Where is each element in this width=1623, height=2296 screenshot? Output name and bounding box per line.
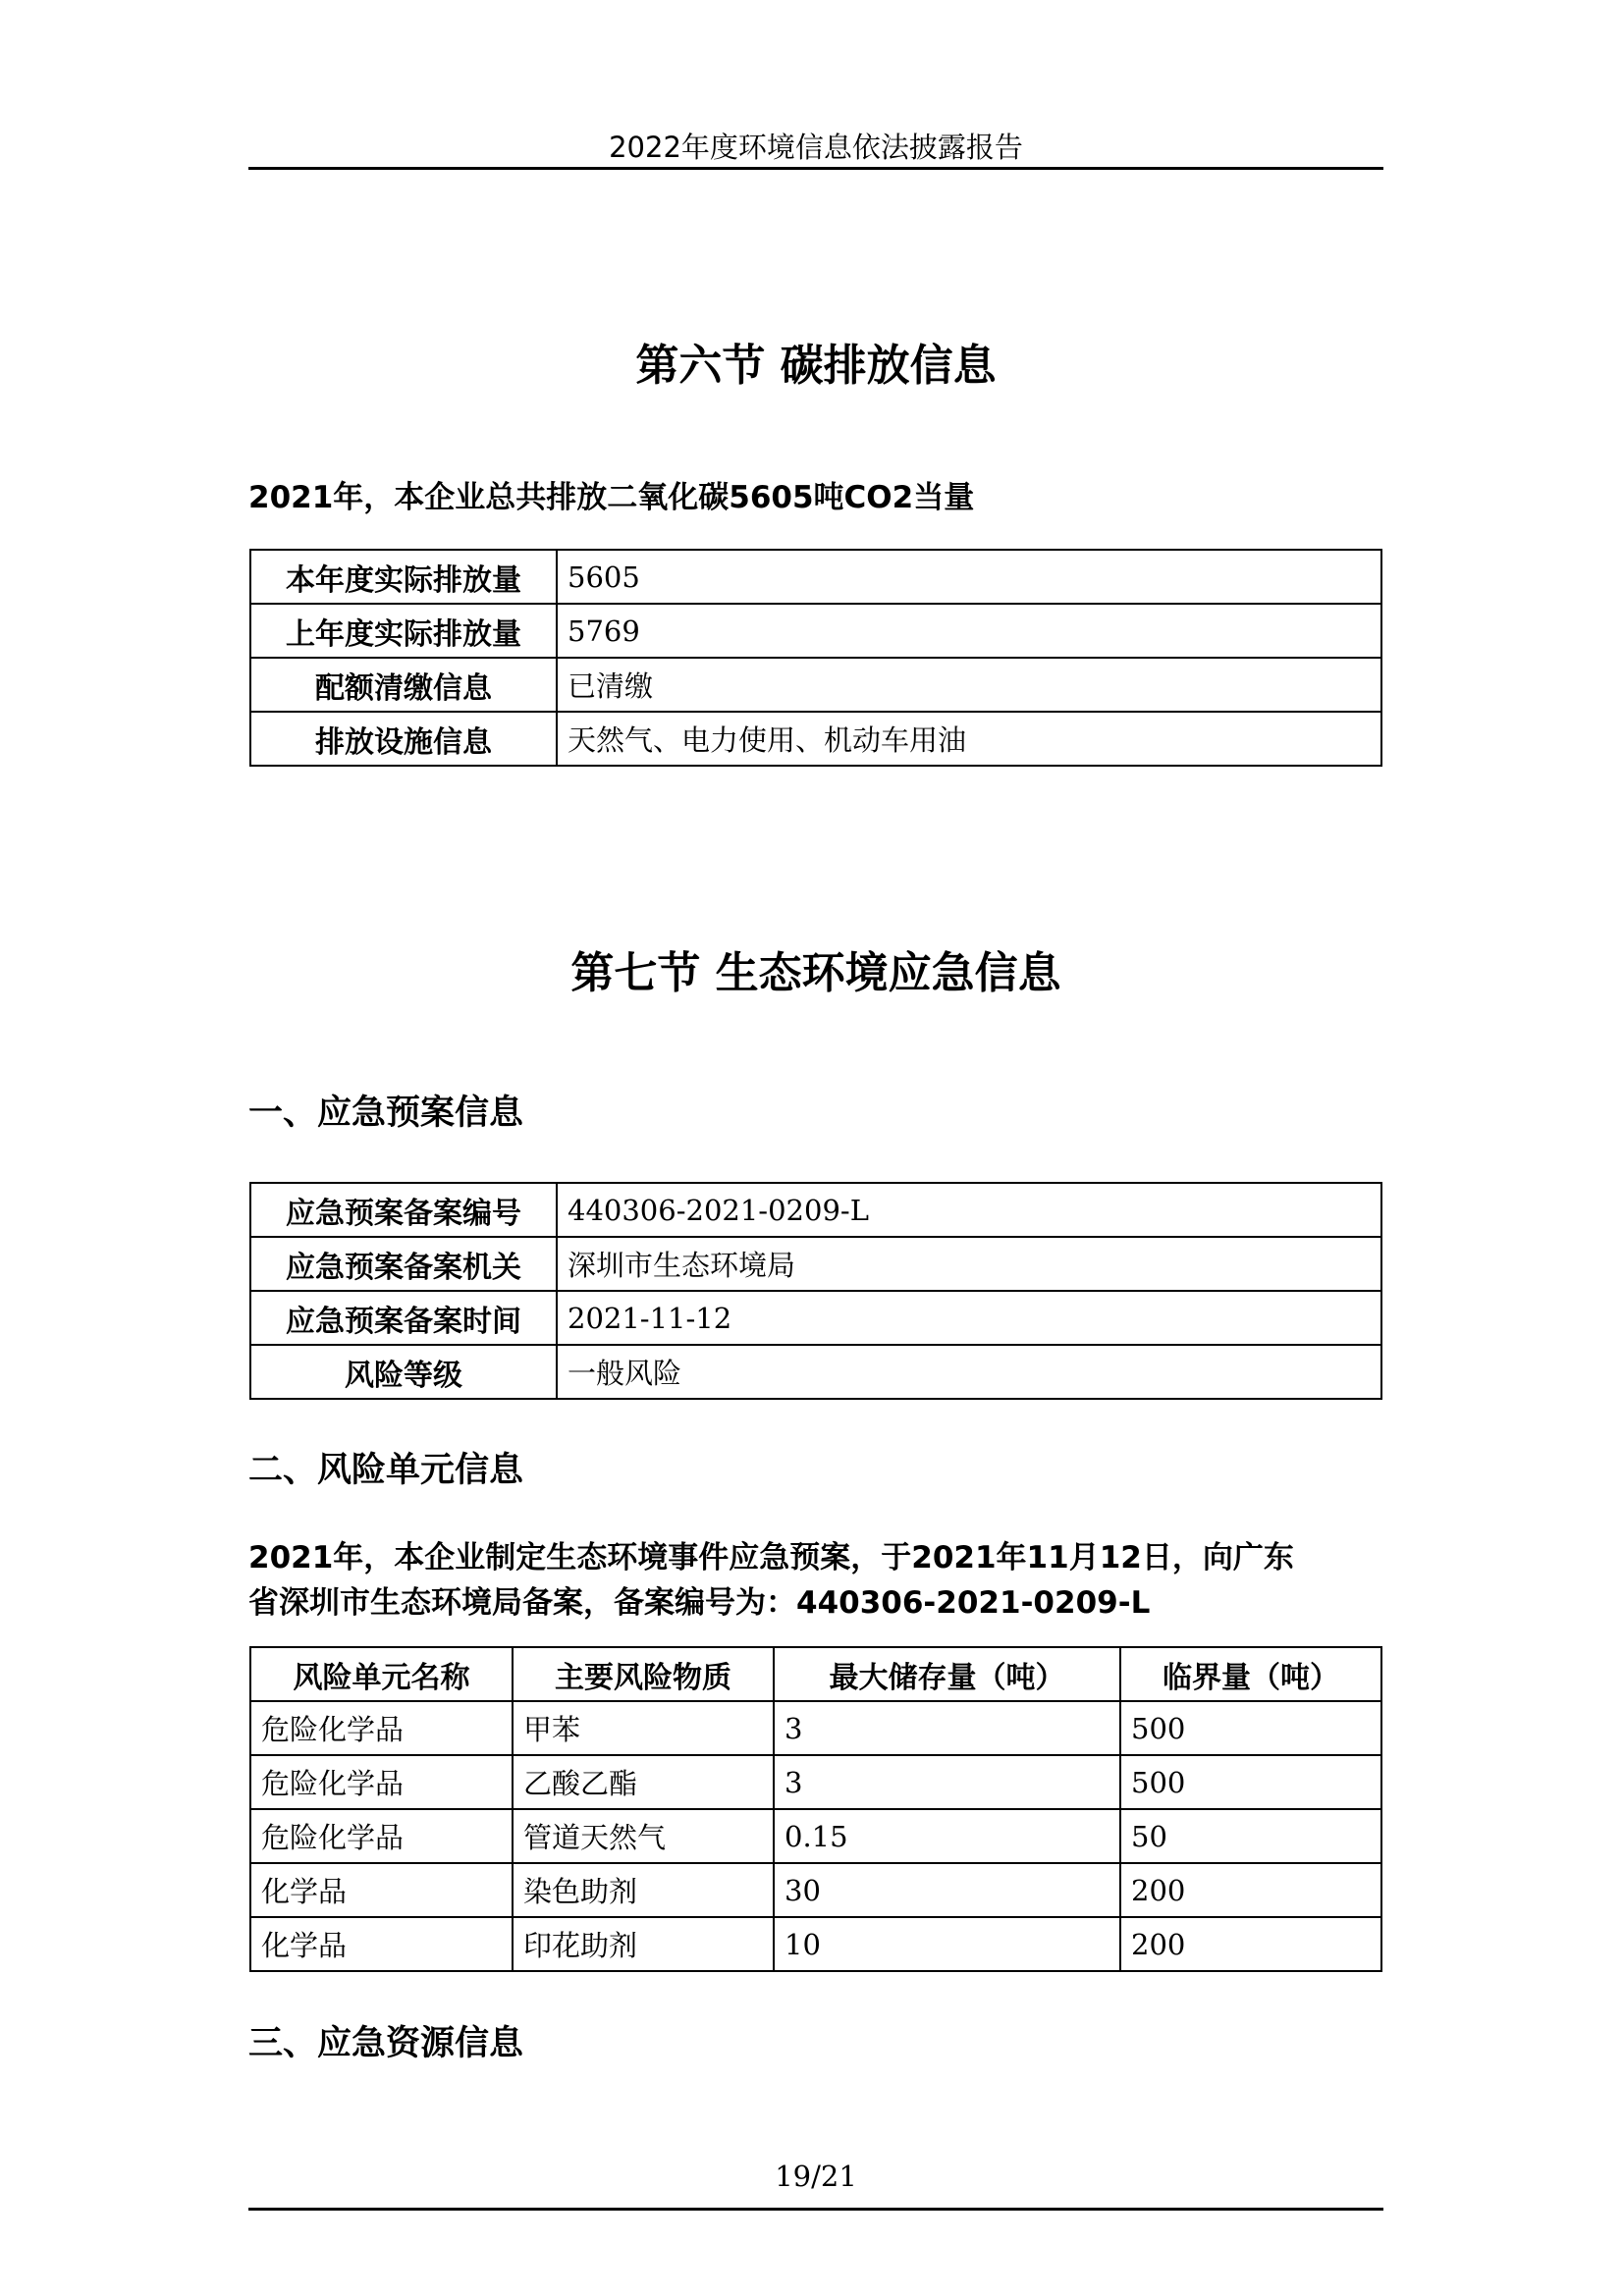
table-cell: 50 [1120,1809,1381,1863]
section7-title: 第七节 生态环境应急信息 [570,948,1061,998]
table-row [250,1863,1381,1917]
table-row [250,712,1381,766]
row-key: 风险等级 [250,1345,557,1399]
column-header: 最大储存量（吨） [774,1647,1120,1701]
emergency-resource-heading: 三、应急资源信息 [248,2024,524,2063]
row-value: 2021-11-12 [557,1291,1381,1345]
section6-title: 第六节 碳排放信息 [635,341,997,391]
row-key: 排放设施信息 [250,712,557,766]
row-key: 应急预案备案编号 [250,1183,557,1237]
table-cell: 10 [774,1917,1120,1971]
table-header-row [250,1647,1381,1701]
row-value: 一般风险 [557,1345,1381,1399]
table-row [250,1917,1381,1971]
table-cell: 管道天然气 [513,1809,774,1863]
table-cell: 200 [1120,1917,1381,1971]
table-cell: 500 [1120,1701,1381,1755]
table-row [250,1809,1381,1863]
risk-unit-heading: 二、风险单元信息 [248,1451,524,1490]
table-cell: 3 [774,1701,1120,1755]
table-cell: 危险化学品 [250,1701,513,1755]
risk-unit-paragraph [248,1535,1383,1626]
emergency-plan-heading: 一、应急预案信息 [248,1094,524,1133]
table-cell: 化学品 [250,1863,513,1917]
running-header: 2022年度环境信息依法披露报告 [609,131,1023,164]
table-row [250,1345,1381,1399]
paragraph-line: 省深圳市生态环境局备案，备案编号为：440306-2021-0209-L [248,1585,1151,1621]
header-rule [248,167,1383,170]
row-key: 应急预案备案机关 [250,1237,557,1291]
table-cell: 危险化学品 [250,1755,513,1809]
paragraph-line: 2021年，本企业制定生态环境事件应急预案，于2021年11月12日，向广东 [248,1540,1294,1575]
column-header: 风险单元名称 [250,1647,513,1701]
row-value: 天然气、电力使用、机动车用油 [557,712,1381,766]
page-number: 19/21 [775,2160,857,2193]
table-cell: 化学品 [250,1917,513,1971]
carbon-table [249,549,1382,767]
table-row [250,1237,1381,1291]
table-cell: 0.15 [774,1809,1120,1863]
table-row [250,604,1381,658]
table-cell: 500 [1120,1755,1381,1809]
table-cell: 3 [774,1755,1120,1809]
table-cell: 乙酸乙酯 [513,1755,774,1809]
table-cell: 甲苯 [513,1701,774,1755]
row-key: 上年度实际排放量 [250,604,557,658]
row-value: 已清缴 [557,658,1381,712]
table-cell: 危险化学品 [250,1809,513,1863]
column-header: 主要风险物质 [513,1647,774,1701]
row-value: 440306-2021-0209-L [557,1183,1381,1237]
table-cell: 印花助剂 [513,1917,774,1971]
row-key: 应急预案备案时间 [250,1291,557,1345]
emergency-plan-table [249,1182,1382,1400]
row-value: 5605 [557,550,1381,604]
table-row [250,550,1381,604]
table-cell: 30 [774,1863,1120,1917]
row-value: 5769 [557,604,1381,658]
table-cell: 染色助剂 [513,1863,774,1917]
carbon-summary: 2021年，本企业总共排放二氧化碳5605吨CO2当量 [248,480,975,515]
column-header: 临界量（吨） [1120,1647,1381,1701]
row-key: 本年度实际排放量 [250,550,557,604]
table-row [250,1183,1381,1237]
table-row [250,1755,1381,1809]
table-cell: 200 [1120,1863,1381,1917]
risk-unit-table [249,1646,1382,1972]
table-row [250,658,1381,712]
table-row [250,1291,1381,1345]
row-value: 深圳市生态环境局 [557,1237,1381,1291]
row-key: 配额清缴信息 [250,658,557,712]
footer-rule [248,2208,1383,2211]
table-row [250,1701,1381,1755]
